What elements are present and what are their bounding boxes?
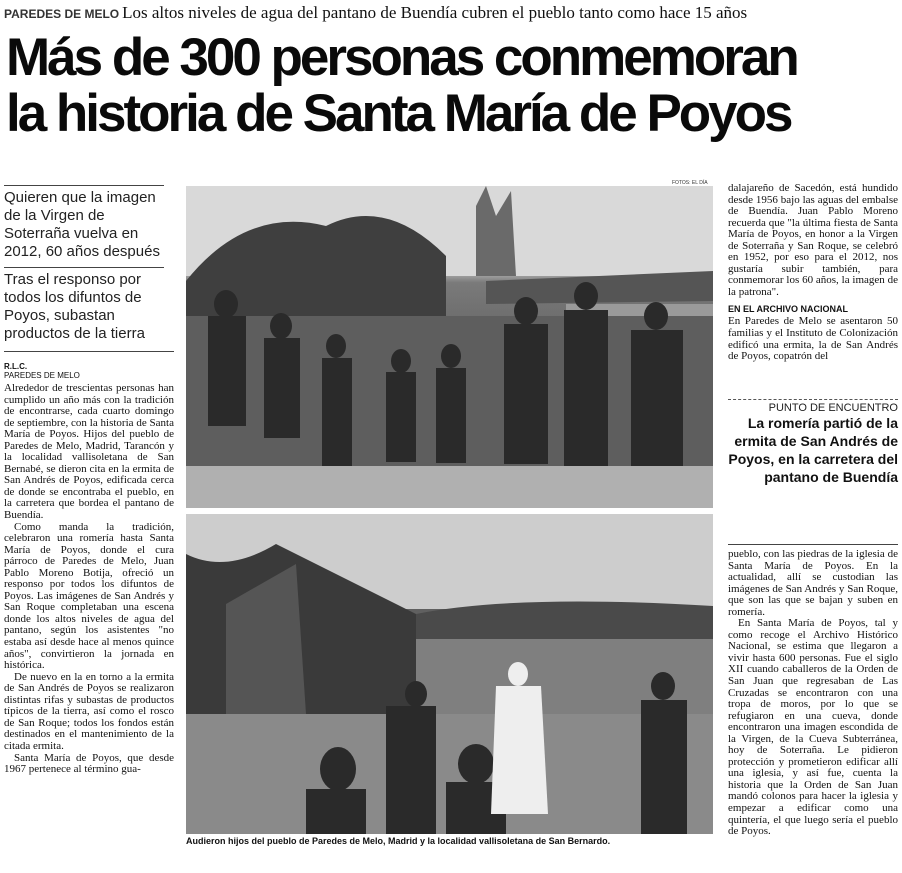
headline	[6, 30, 898, 142]
right-column-top	[728, 183, 898, 363]
left-paragraph-2: Como manda la tradición, celebraron una romería hasta Santa María de Poyos, donde el cura párroco de Paredes de Melo, Juan Pablo Moreno Botija, ofreció un responso por todos los difuntos de Poyos. Las imágenes de San Andrés y San Roque completaban una escena donde los altos niveles de agua del pantano, según los asistentes "no estaba así desde hace al menos quince años", convirtieron la jornada en histórica.	[4, 520, 174, 672]
photo-crowd	[186, 186, 713, 508]
pull-quote-kicker: PUNTO DE ENCUENTRO	[768, 402, 898, 414]
deck-1: Quieren que la imagen de la Virgen de Soterraña vuelva en 2012, 60 años después	[4, 185, 164, 261]
left-paragraph-3: De nuevo en la en torno a la ermita de San Andrés de Poyos se realizaron distintas rifas y subastas de productos típicos de la tierra, así como el rosco de San Roque; todos los fondos están destinados en el mantenimiento de la citada ermita.	[4, 670, 174, 752]
headline-line-1: Más de 300 personas conmemoran	[6, 28, 797, 87]
archive-paragraph: En Paredes de Melo se asentaron 50 familias y el Instituto de Colonización edificó una ermita, la de San Andrés de Poyos, copatrón del	[728, 315, 898, 363]
left-paragraph-4: Santa María de Poyos, que desde 1967 pertenece al término gua-	[4, 751, 174, 776]
pull-quote-text: La romería partió de la ermita de San Andrés de Poyos, en la carretera del pantano de Buendía	[728, 415, 898, 485]
right-column-bottom	[728, 544, 898, 838]
section-label: PAREDES DE MELO	[4, 7, 120, 21]
top-subhead: Los altos niveles de agua del pantano de Buendía cubren el pueblo tanto como hace 15 años	[122, 3, 748, 22]
photo-procession	[186, 514, 713, 834]
right-paragraph-top: dalajareño de Sacedón, está hundido desde 1956 bajo las aguas del embalse de Buendía. Juan Pablo Moreno recuerda que "la última fiesta de Santa María de Poyos, en honor a la Virgen de Soterraña y San Roque, se celebró en 1952, por eso para el 2012, nos gustaría subir también, para conmemorar los 60 años, la imagen de la patrona".	[728, 182, 898, 298]
pull-quote	[728, 399, 898, 486]
byline-author: R.L.C.	[4, 351, 174, 371]
left-column	[4, 185, 174, 776]
headline-line-2: la historia de Santa María de Poyos	[6, 84, 791, 143]
right-paragraph-2: En Santa María de Poyos, tal y como recoge el Archivo Histórico Nacional, se estima que llegaron a vivir hasta 600 personas. Fue el siglo XII cuando caballeros de la Orden de San Juan que regresaban de Las Cruzadas se encontraron con una tropa de moros, por lo que se refugiaron en una cueva, donde encontraron una imagen escondida de la Virgen, de la Cueva Subterránea, hoy de Soterraña. Le pidieron protección y prometieron edificar allí una iglesia, y así fue, cuenta la historia que la Orden de San Juan mandó colonos para hacer la iglesia y empezar a edificar como una quintería, el que luego sería el pueblo de Poyos.	[728, 617, 898, 838]
left-body	[4, 383, 174, 776]
deck-2: Tras el responso por todos los difuntos de Poyos, subastan productos de la tierra	[4, 267, 164, 343]
byline-place: PAREDES DE MELO	[4, 371, 80, 380]
archive-heading: EN EL ARCHIVO NACIONAL	[728, 304, 849, 315]
right-paragraph-1: pueblo, con las piedras de la iglesia de Santa María de Poyos. En la actualidad, allí se custodian las imágenes de San Andrés y San Roque, que son las que se bajan y suben en romería.	[728, 548, 898, 618]
photo-credit: FOTOS: EL DÍA	[672, 180, 708, 186]
header-bar	[4, 3, 898, 23]
photo-caption: Audieron hijos del pueblo de Paredes de Melo, Madrid y la localidad vallisoletana de San Bernardo.	[186, 836, 611, 846]
left-paragraph-1: Alrededor de trescientas personas han cumplido un año más con la tradición de encontrarse, cada cuarto domingo de septiembre, con la historia de Santa María de Poyos. Hijos del pueblo de Paredes de Melo, Madrid, Tarancón y la localidad vallisoletana de San Bernabé, se dieron cita en la ermita de San Andrés de Poyos, edificada cerca de donde se encontraba el pueblo, en la carretera que bordea el pantano de Buendía.	[4, 382, 174, 522]
